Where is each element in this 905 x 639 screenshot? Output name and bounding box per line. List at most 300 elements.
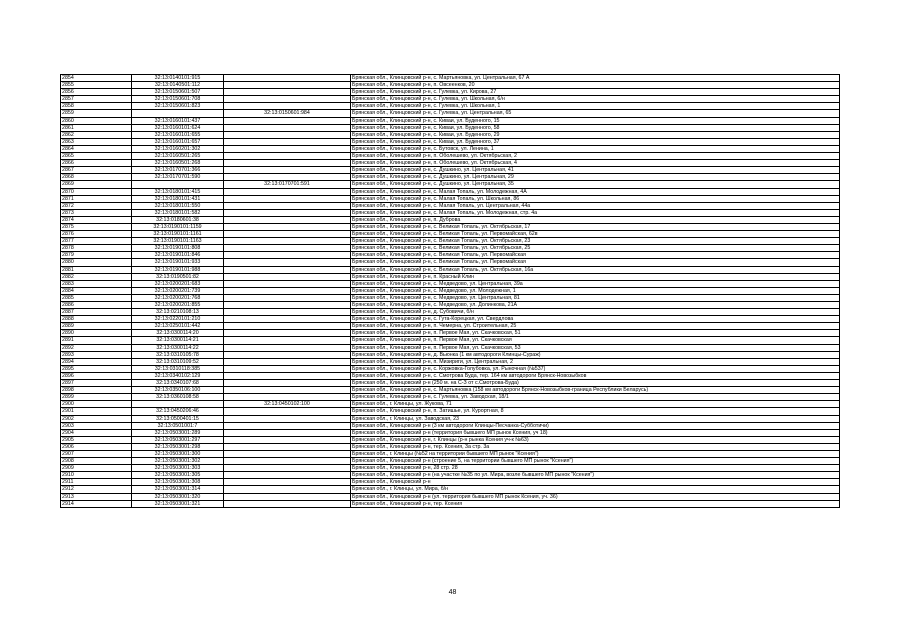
cadastral-number-cell: 32:13:0190101:1161 — [132, 231, 224, 238]
table-row — [61, 138, 840, 145]
row-number-cell: 2892 — [61, 344, 132, 351]
table-row — [61, 117, 840, 124]
cadastral-number-alt-cell — [224, 479, 351, 486]
address-cell: Брянская обл., Клинцовский р-н, с. Малая Топаль, ул. Молодежная, стр. 4а — [351, 209, 840, 216]
row-number-cell: 2867 — [61, 167, 132, 174]
cadastral-number-alt-cell — [224, 493, 351, 500]
cadastral-number-alt-cell — [224, 153, 351, 160]
row-number-cell: 2887 — [61, 309, 132, 316]
row-number-cell: 2893 — [61, 351, 132, 358]
row-number-cell: 2875 — [61, 223, 132, 230]
cadastral-number-alt-cell — [224, 323, 351, 330]
table-row — [61, 103, 840, 110]
table-row — [61, 238, 840, 245]
row-number-cell: 2870 — [61, 188, 132, 195]
address-cell: Брянская обл., Клинцовский р-н (территория бывшего МП рынок Ксения, уч 18) — [351, 429, 840, 436]
row-number-cell: 2897 — [61, 380, 132, 387]
address-cell: Брянская обл., Клинцовский р-н, п. Мизириги, ул. Центральная, 2 — [351, 358, 840, 365]
row-number-cell: 2874 — [61, 216, 132, 223]
cadastral-number-alt-cell — [224, 429, 351, 436]
cadastral-number-alt-cell — [224, 231, 351, 238]
cadastral-number-cell: 32:13:0190101:988 — [132, 266, 224, 273]
address-cell: Брянская обл., Клинцовский р-н, с. Малая Топаль, ул. Центральная, 44а — [351, 202, 840, 209]
table-row — [61, 302, 840, 309]
cadastral-number-alt-cell — [224, 238, 351, 245]
cadastral-number-cell: 32:13:0190101:846 — [132, 252, 224, 259]
table-row — [61, 259, 840, 266]
row-number-cell: 2903 — [61, 422, 132, 429]
address-cell: Брянская обл., Клинцовский р-н, с. Киваи, ул. Буденного, 58 — [351, 124, 840, 131]
table-row — [61, 82, 840, 89]
address-cell: Брянская обл., Клинцовский р-н, с. Киваи, ул. Буденного, 37 — [351, 138, 840, 145]
cadastral-number-alt-cell — [224, 294, 351, 301]
cadastral-number-alt-cell — [224, 245, 351, 252]
address-cell: Брянская обл., Клинцовский р-н, п. Красный Клин — [351, 273, 840, 280]
cadastral-number-alt-cell — [224, 252, 351, 259]
cadastral-number-cell: 32:13:0170701:366 — [132, 167, 224, 174]
address-cell: Брянская обл., Клинцовский р-н, с. Медведово, ул. Центральная, 81 — [351, 294, 840, 301]
cadastral-number-cell: 32:13:0340102:129 — [132, 372, 224, 379]
row-number-cell: 2908 — [61, 458, 132, 465]
table-row — [61, 195, 840, 202]
cadastral-number-cell: 32:13:0503001:308 — [132, 479, 224, 486]
table-row — [61, 216, 840, 223]
address-cell: Брянская обл., Клинцовский р-н, п. Первое Мая, ул. Скачковская, 51 — [351, 330, 840, 337]
cadastral-number-cell: 32:13:0140101:915 — [132, 75, 224, 82]
address-cell: Брянская обл., Клинцовский р-н, с. Великая Топаль, ул. Октябрьская, 16а — [351, 266, 840, 273]
address-cell: Брянская обл., Клинцовский р-н, п. Овсеенков, 20 — [351, 82, 840, 89]
table-row — [61, 465, 840, 472]
cadastral-number-cell: 32:13:0501001:7 — [132, 422, 224, 429]
cadastral-number-cell: 32:13:0160501:268 — [132, 160, 224, 167]
row-number-cell: 2894 — [61, 358, 132, 365]
row-number-cell: 2881 — [61, 266, 132, 273]
address-cell: Брянская обл., Клинцовский р-н (3 км автодороги Клинцы-Песчанка-Субботичи) — [351, 422, 840, 429]
address-cell: Брянская обл., Клинцовский р-н, с. Гулевка, ул. Центральная, 65 — [351, 110, 840, 117]
row-number-cell: 2879 — [61, 252, 132, 259]
cadastral-number-cell: 32:13:0300114:22 — [132, 344, 224, 351]
table-row — [61, 387, 840, 394]
cadastral-number-alt-cell — [224, 195, 351, 202]
cadastral-number-alt-cell — [224, 117, 351, 124]
address-cell: Брянская обл., Клинцовский р-н, с. Киваи, ул. Буденного, 29 — [351, 131, 840, 138]
row-number-cell: 2907 — [61, 450, 132, 457]
table-row — [61, 309, 840, 316]
table-row — [61, 316, 840, 323]
table-row — [61, 351, 840, 358]
address-cell: Брянская обл., Клинцовский р-н, п. Первое Мая, ул. Скачковская — [351, 337, 840, 344]
cadastral-number-cell: 32:13:0503001:314 — [132, 486, 224, 493]
cadastral-number-cell: 32:13:0180101:550 — [132, 202, 224, 209]
row-number-cell: 2889 — [61, 323, 132, 330]
cadastral-number-cell: 32:13:0503001:321 — [132, 500, 224, 507]
cadastral-number-cell: 32:13:0190101:808 — [132, 245, 224, 252]
cadastral-number-cell: 32:13:0190101:1163 — [132, 238, 224, 245]
row-number-cell: 2905 — [61, 436, 132, 443]
cadastral-number-alt-cell — [224, 138, 351, 145]
table-row — [61, 380, 840, 387]
address-cell: Брянская обл., Клинцовский р-н, с. Бутовск, ул. Ленина, 1 — [351, 145, 840, 152]
row-number-cell: 2898 — [61, 387, 132, 394]
row-number-cell: 2904 — [61, 429, 132, 436]
row-number-cell: 2864 — [61, 145, 132, 152]
cadastral-number-cell: 32:13:0220101:210 — [132, 316, 224, 323]
row-number-cell: 2876 — [61, 231, 132, 238]
row-number-cell: 2878 — [61, 245, 132, 252]
row-number-cell: 2913 — [61, 493, 132, 500]
address-cell: Брянская обл., Клинцовский р-н, с. Малая Топаль, ул. Молодежная, 4А — [351, 188, 840, 195]
cadastral-number-cell: 32:13:0180101:431 — [132, 195, 224, 202]
table-row — [61, 323, 840, 330]
cadastral-number-cell: 32:13:0160101:657 — [132, 138, 224, 145]
cadastral-number-alt-cell — [224, 82, 351, 89]
address-cell: Брянская обл., Клинцовский р-н, с. Великая Топаль, ул. Октябрьская, 23 — [351, 238, 840, 245]
row-number-cell: 2888 — [61, 316, 132, 323]
table-row — [61, 245, 840, 252]
table-row — [61, 89, 840, 96]
cadastral-number-alt-cell — [224, 209, 351, 216]
cadastral-number-cell: 32:13:0503001:289 — [132, 429, 224, 436]
address-cell: Брянская обл., г. Клинцы, ул. Заводская, 23 — [351, 415, 840, 422]
address-cell: Брянская обл., Клинцовский р-н, п. Первое Мая, ул. Скачковская, 53 — [351, 344, 840, 351]
address-cell: Брянская обл., Клинцовский р-н, с. Малая Топаль, ул. Школьная, 86 — [351, 195, 840, 202]
cadastral-number-cell: 32:13:0200201:768 — [132, 294, 224, 301]
cadastral-number-cell: 32:13:0450206:46 — [132, 408, 224, 415]
cadastral-number-alt-cell — [224, 408, 351, 415]
cadastral-number-cell: 32:13:0503001:297 — [132, 436, 224, 443]
cadastral-number-cell — [132, 401, 224, 408]
address-cell: Брянская обл., Клинцовский р-н, с. Медведово, ул. Центральная, 39а — [351, 280, 840, 287]
cadastral-number-cell: 32:13:0503001:305 — [132, 472, 224, 479]
address-cell: Брянская обл., Клинцовский р-н, с. Великая Топаль, ул. Октябрьская, 17 — [351, 223, 840, 230]
cadastral-number-cell: 32:13:0360108:58 — [132, 394, 224, 401]
cadastral-number-cell: 32:13:0190101:933 — [132, 259, 224, 266]
table-row — [61, 174, 840, 181]
cadastral-number-cell: 32:13:0310105:78 — [132, 351, 224, 358]
address-cell: Брянская обл., Клинцовский р-н, с. Гулевка, ул. Школьная, 6/н — [351, 96, 840, 103]
row-number-cell: 2871 — [61, 195, 132, 202]
cadastral-number-alt-cell — [224, 337, 351, 344]
address-cell: Брянская обл., Клинцовский р-н, п. Чемерна, ул. Строительная, 25 — [351, 323, 840, 330]
row-number-cell: 2862 — [61, 131, 132, 138]
cadastral-number-cell: 32:13:0500401:15 — [132, 415, 224, 422]
cadastral-number-alt-cell — [224, 351, 351, 358]
table-row — [61, 500, 840, 507]
registry-table — [60, 74, 840, 508]
address-cell: Брянская обл., Клинцовский р-н, с. Коржовка-Голубовка, ул. Рыночная (№537) — [351, 365, 840, 372]
table-row — [61, 436, 840, 443]
table-row — [61, 408, 840, 415]
cadastral-number-alt-cell — [224, 202, 351, 209]
row-number-cell: 2883 — [61, 280, 132, 287]
cadastral-number-alt-cell — [224, 188, 351, 195]
address-cell: Брянская обл., Клинцовский р-н, с. Великая Топаль, ул. Октябрьская, 25 — [351, 245, 840, 252]
cadastral-number-alt-cell — [224, 174, 351, 181]
address-cell: Брянская обл., Клинцовский р-н, п. Оболешево, ул. Октябрьская, 4 — [351, 160, 840, 167]
cadastral-number-alt-cell — [224, 302, 351, 309]
cadastral-number-cell: 32:13:0180101:582 — [132, 209, 224, 216]
cadastral-number-alt-cell — [224, 380, 351, 387]
row-number-cell: 2869 — [61, 181, 132, 188]
row-number-cell: 2857 — [61, 96, 132, 103]
address-cell: Брянская обл., Клинцовский р-н, с. Смотрова Буда, тер. 164 км автодороги Брянск-Новозыбков — [351, 372, 840, 379]
table-row — [61, 415, 840, 422]
cadastral-number-alt-cell — [224, 287, 351, 294]
table-row — [61, 273, 840, 280]
table-row — [61, 75, 840, 82]
address-cell: Брянская обл., Клинцовский р-н, с. Мартьяновка, ул. Центральная, 67 А — [351, 75, 840, 82]
cadastral-number-cell: 32:13:0190501:82 — [132, 273, 224, 280]
address-cell: Брянская обл., Клинцовский р-н, с. Великая Топаль, ул. Первомайская — [351, 259, 840, 266]
row-number-cell: 2891 — [61, 337, 132, 344]
table-row — [61, 280, 840, 287]
cadastral-number-alt-cell — [224, 330, 351, 337]
row-number-cell: 2882 — [61, 273, 132, 280]
address-cell: Брянская обл., г. Клинцы, ул. Мира, б/н — [351, 486, 840, 493]
cadastral-number-cell: 32:13:0503001:298 — [132, 443, 224, 450]
cadastral-number-alt-cell — [224, 259, 351, 266]
table-row — [61, 394, 840, 401]
cadastral-number-alt-cell — [224, 145, 351, 152]
row-number-cell: 2855 — [61, 82, 132, 89]
row-number-cell: 2909 — [61, 465, 132, 472]
table-row — [61, 167, 840, 174]
row-number-cell: 2900 — [61, 401, 132, 408]
row-number-cell: 2901 — [61, 408, 132, 415]
row-number-cell: 2890 — [61, 330, 132, 337]
row-number-cell: 2866 — [61, 160, 132, 167]
address-cell: Брянская обл., Клинцовский р-н, с. Медведово, ул. Молодежная, 1 — [351, 287, 840, 294]
cadastral-number-cell: 32:13:0170701:590 — [132, 174, 224, 181]
row-number-cell: 2859 — [61, 110, 132, 117]
row-number-cell: 2858 — [61, 103, 132, 110]
row-number-cell: 2877 — [61, 238, 132, 245]
table-row — [61, 287, 840, 294]
cadastral-number-cell: 32:13:0160101:437 — [132, 117, 224, 124]
cadastral-number-alt-cell — [224, 387, 351, 394]
table-row — [61, 252, 840, 259]
cadastral-number-cell: 32:13:0310118:385 — [132, 365, 224, 372]
address-cell: Брянская обл., Клинцовский р-н, с. Гулевка, ул. Школьная, 1 — [351, 103, 840, 110]
cadastral-number-alt-cell — [224, 273, 351, 280]
table-row — [61, 344, 840, 351]
cadastral-number-alt-cell — [224, 103, 351, 110]
cadastral-number-cell: 32:13:0200201:739 — [132, 287, 224, 294]
address-cell: Брянская обл., Клинцовский р-н — [351, 479, 840, 486]
table-row — [61, 131, 840, 138]
row-number-cell: 2861 — [61, 124, 132, 131]
row-number-cell: 2899 — [61, 394, 132, 401]
address-cell: Брянская обл., Клинцовский р-н (строение 5, на территории бывшего МП рынок "Ксения") — [351, 458, 840, 465]
table-row — [61, 493, 840, 500]
address-cell: Брянская обл., Клинцовский р-н, с. Киваи, ул. Буденного, 15 — [351, 117, 840, 124]
cadastral-number-alt-cell — [224, 415, 351, 422]
cadastral-number-cell: 32:13:0210108:13 — [132, 309, 224, 316]
address-cell: Брянская обл., Клинцовский р-н, 28 стр. 28 — [351, 465, 840, 472]
table-row — [61, 231, 840, 238]
row-number-cell: 2872 — [61, 202, 132, 209]
cadastral-number-alt-cell — [224, 486, 351, 493]
row-number-cell: 2912 — [61, 486, 132, 493]
page-number: 48 — [448, 589, 457, 596]
cadastral-number-cell: 32:13:0150601:823 — [132, 103, 224, 110]
table-row — [61, 337, 840, 344]
cadastral-number-cell: 32:13:0300114:21 — [132, 337, 224, 344]
address-cell: Брянская обл., Клинцовский р-н, п. Дуброва — [351, 216, 840, 223]
row-number-cell: 2884 — [61, 287, 132, 294]
cadastral-number-alt-cell — [224, 458, 351, 465]
table-row — [61, 429, 840, 436]
cadastral-number-cell: 32:13:0160501:265 — [132, 153, 224, 160]
table-row — [61, 124, 840, 131]
cadastral-number-alt-cell: 32:13:0170701:591 — [224, 181, 351, 188]
table-row — [61, 401, 840, 408]
address-cell: Брянская обл., г. Клинцы (№52 на территории бывшего МП рынок "Ксения") — [351, 450, 840, 457]
address-cell: Брянская обл., Клинцовский р-н, д. Субовичи, б/н — [351, 309, 840, 316]
cadastral-number-alt-cell — [224, 309, 351, 316]
cadastral-number-cell: 32:13:0200201:855 — [132, 302, 224, 309]
address-cell: Брянская обл., Клинцовский р-н, с. Душкино, ул. Центральная, 41 — [351, 167, 840, 174]
cadastral-number-cell: 32:13:0350106:100 — [132, 387, 224, 394]
cadastral-number-alt-cell — [224, 500, 351, 507]
cadastral-number-cell: 32:13:0180101:415 — [132, 188, 224, 195]
row-number-cell: 2896 — [61, 372, 132, 379]
address-cell: Брянская обл., Клинцовский р-н (250 м. на С-З от с.Смотрова-Буда) — [351, 380, 840, 387]
table-row — [61, 223, 840, 230]
address-cell: Брянская обл., г. Клинцы, ул. Жукова, 71 — [351, 401, 840, 408]
row-number-cell: 2863 — [61, 138, 132, 145]
table-row — [61, 202, 840, 209]
cadastral-number-cell: 32:13:0150601:708 — [132, 96, 224, 103]
cadastral-number-alt-cell — [224, 96, 351, 103]
table-row — [61, 160, 840, 167]
cadastral-number-alt-cell — [224, 465, 351, 472]
address-cell: Брянская обл., Клинцовский р-н, с. Гулевка, ул. Заводская, 18/1 — [351, 394, 840, 401]
row-number-cell: 2911 — [61, 479, 132, 486]
cadastral-number-cell: 32:13:0503001:303 — [132, 465, 224, 472]
row-number-cell: 2856 — [61, 89, 132, 96]
table-row — [61, 450, 840, 457]
cadastral-number-cell: 32:13:0503001:302 — [132, 458, 224, 465]
cadastral-number-alt-cell — [224, 124, 351, 131]
cadastral-number-alt-cell — [224, 358, 351, 365]
cadastral-number-cell: 32:13:0503001:320 — [132, 493, 224, 500]
cadastral-number-cell: 32:13:0200201:683 — [132, 280, 224, 287]
table-row — [61, 372, 840, 379]
table-row — [61, 266, 840, 273]
cadastral-number-alt-cell — [224, 372, 351, 379]
table-row — [61, 209, 840, 216]
row-number-cell: 2885 — [61, 294, 132, 301]
table-row — [61, 443, 840, 450]
row-number-cell: 2873 — [61, 209, 132, 216]
row-number-cell: 2910 — [61, 472, 132, 479]
row-number-cell: 2880 — [61, 259, 132, 266]
address-cell: Брянская обл., Клинцовский р-н, с. Медведово, ул. Долинкова, 21А — [351, 302, 840, 309]
cadastral-number-cell — [132, 181, 224, 188]
cadastral-number-cell: 32:13:0180601:38 — [132, 216, 224, 223]
cadastral-number-cell: 32:13:0140501:112 — [132, 82, 224, 89]
table-row — [61, 181, 840, 188]
cadastral-number-alt-cell — [224, 436, 351, 443]
cadastral-number-alt-cell — [224, 167, 351, 174]
cadastral-number-alt-cell: 32:13:0450102:100 — [224, 401, 351, 408]
cadastral-number-alt-cell — [224, 450, 351, 457]
table-row — [61, 365, 840, 372]
cadastral-number-alt-cell — [224, 280, 351, 287]
cadastral-number-cell: 32:13:0150601:507 — [132, 89, 224, 96]
table-row — [61, 458, 840, 465]
table-row — [61, 358, 840, 365]
table-row — [61, 153, 840, 160]
cadastral-number-cell: 32:13:0190101:1159 — [132, 223, 224, 230]
cadastral-number-alt-cell — [224, 216, 351, 223]
cadastral-number-cell: 32:13:0310109:52 — [132, 358, 224, 365]
address-cell: Брянская обл., Клинцовский р-н, с. Гулевка, ул. Кирова, 27 — [351, 89, 840, 96]
cadastral-number-alt-cell: 32:13:0150601:984 — [224, 110, 351, 117]
cadastral-number-alt-cell — [224, 223, 351, 230]
cadastral-number-alt-cell — [224, 344, 351, 351]
table-row — [61, 479, 840, 486]
cadastral-number-alt-cell — [224, 75, 351, 82]
address-cell: Брянская обл., Клинцовский р-н, с. Гута-Корецкая, ул. Свердлова — [351, 316, 840, 323]
row-number-cell: 2902 — [61, 415, 132, 422]
row-number-cell: 2865 — [61, 153, 132, 160]
cadastral-number-cell: 32:13:0340107:68 — [132, 380, 224, 387]
address-cell: Брянская обл., Клинцовский р-н, г. Клинцы (р-н рынка Ксения уч-к №63) — [351, 436, 840, 443]
table-row — [61, 330, 840, 337]
cadastral-number-alt-cell — [224, 365, 351, 372]
cadastral-number-cell: 32:13:0160101:624 — [132, 124, 224, 131]
cadastral-number-cell: 32:13:0160101:655 — [132, 131, 224, 138]
address-cell: Брянская обл., Клинцовский р-н (на участке №35 по ул. Мира, возле бывшего МП рынок "Ксения") — [351, 472, 840, 479]
cadastral-number-cell: 32:13:0300114:20 — [132, 330, 224, 337]
cadastral-number-alt-cell — [224, 266, 351, 273]
row-number-cell: 2895 — [61, 365, 132, 372]
address-cell: Брянская обл., Клинцовский р-н, с. Великая Топаль, ул. Первомайская — [351, 252, 840, 259]
address-cell: Брянская обл., Клинцовский р-н, п. Затишье, ул. Курортная, 8 — [351, 408, 840, 415]
table-row — [61, 110, 840, 117]
cadastral-number-cell — [132, 110, 224, 117]
address-cell: Брянская обл., Клинцовский р-н, с. Душкино, ул. Центральная, 29 — [351, 174, 840, 181]
table-row — [61, 422, 840, 429]
cadastral-number-alt-cell — [224, 131, 351, 138]
address-cell: Брянская обл., Клинцовский р-н, с. Мартьяновка (158 км автодороги Брянск-Новозыбков-граница Республики Беларусь) — [351, 387, 840, 394]
row-number-cell: 2886 — [61, 302, 132, 309]
cadastral-number-cell: 32:13:0250101:442 — [132, 323, 224, 330]
address-cell: Брянская обл., Клинцовский р-н, тер. Ксения, 3а стр. 3а — [351, 443, 840, 450]
row-number-cell: 2854 — [61, 75, 132, 82]
table-row — [61, 294, 840, 301]
cadastral-number-alt-cell — [224, 394, 351, 401]
row-number-cell: 2860 — [61, 117, 132, 124]
address-cell: Брянская обл., Клинцовский р-н, п. Оболешево, ул. Октябрьская, 2 — [351, 153, 840, 160]
address-cell: Брянская обл., Клинцовский р-н, д. Вьюнка (1 км автодороги Клинцы-Сураж) — [351, 351, 840, 358]
address-cell: Брянская обл., Клинцовский р-н, с. Великая Топаль, ул. Первомайская, 62в — [351, 231, 840, 238]
registry-table-body — [61, 75, 840, 508]
address-cell: Брянская обл., Клинцовский р-н (ул. территория бывшего МП рынок Ксения, уч. 36) — [351, 493, 840, 500]
cadastral-number-alt-cell — [224, 472, 351, 479]
cadastral-number-alt-cell — [224, 316, 351, 323]
cadastral-number-alt-cell — [224, 443, 351, 450]
table-row — [61, 472, 840, 479]
table-row — [61, 145, 840, 152]
cadastral-number-cell: 32:13:0503001:300 — [132, 450, 224, 457]
row-number-cell: 2914 — [61, 500, 132, 507]
cadastral-number-cell: 32:13:0160201:302 — [132, 145, 224, 152]
cadastral-number-alt-cell — [224, 89, 351, 96]
cadastral-number-alt-cell — [224, 422, 351, 429]
